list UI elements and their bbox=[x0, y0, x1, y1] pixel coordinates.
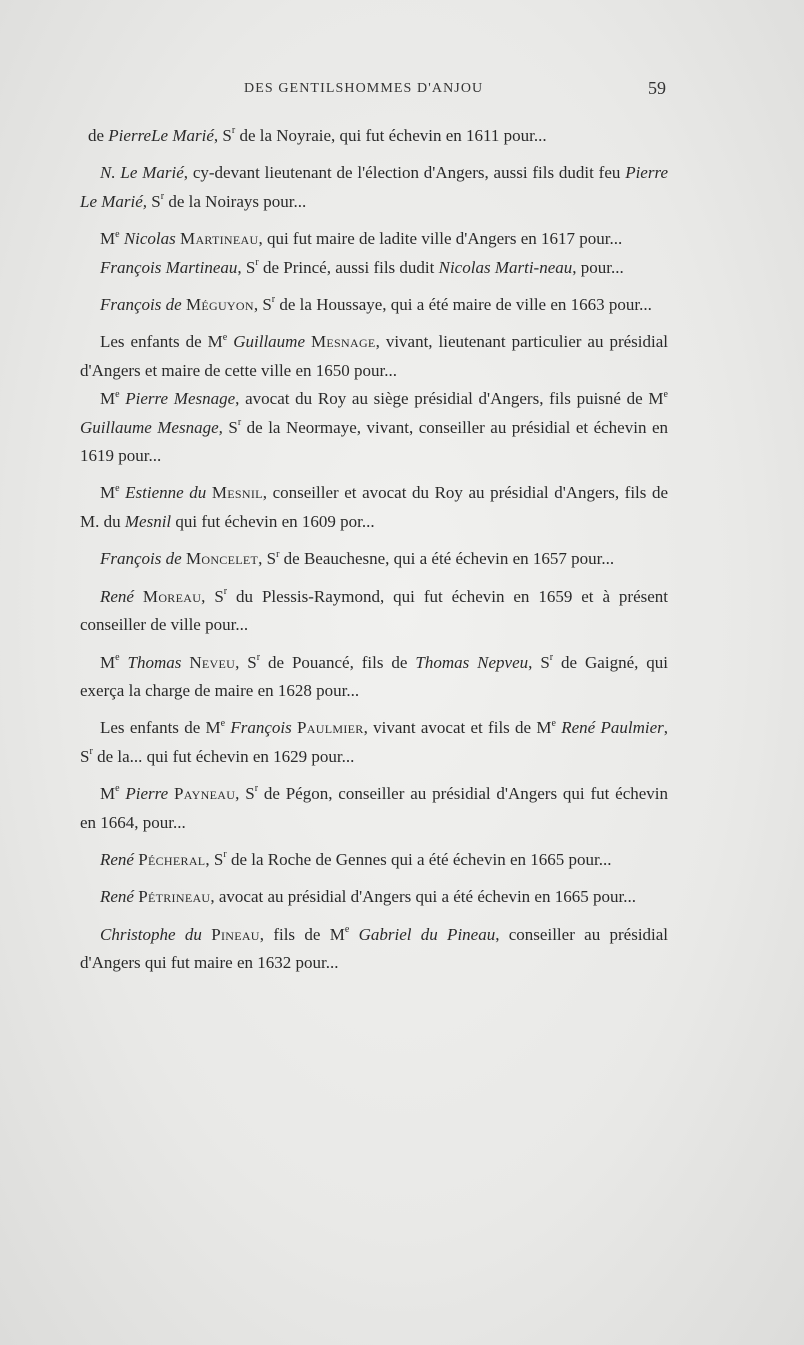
italic-name: Nicolas bbox=[123, 229, 176, 249]
italic-name: René bbox=[100, 849, 134, 869]
text-run: , cy-devant lieutenant de l'élection d'Angers, aussi fils dudit feu bbox=[183, 163, 626, 183]
text-run: M bbox=[100, 483, 116, 503]
text-run: , conseiller au présidial d'Angers qui fut maire en 1632 pour... bbox=[80, 924, 669, 973]
italic-name: René Paulmier bbox=[561, 718, 664, 738]
superscript: e bbox=[663, 388, 668, 400]
surname-smallcaps: Martineau bbox=[180, 229, 259, 249]
surname-smallcaps: Paulmier bbox=[297, 718, 364, 738]
text-run bbox=[349, 925, 358, 944]
superscript: e bbox=[220, 717, 226, 729]
text-entry bbox=[80, 159, 668, 216]
text-entry bbox=[80, 921, 668, 978]
italic-name: Guillaume bbox=[233, 332, 306, 352]
surname-smallcaps: Pétrineau bbox=[138, 887, 211, 907]
italic-name: François bbox=[230, 718, 292, 738]
italic-name: François de bbox=[100, 295, 182, 315]
superscript: r bbox=[256, 651, 261, 663]
text-run: , S bbox=[528, 652, 550, 672]
superscript: r bbox=[276, 548, 280, 560]
text-run: , qui fut maire de ladite ville d'Angers en 1617 pour... bbox=[258, 229, 623, 249]
running-title: DES GENTILSHOMMES D'ANJOU bbox=[244, 81, 484, 96]
superscript: e bbox=[551, 717, 556, 729]
superscript: r bbox=[271, 294, 276, 306]
superscript: r bbox=[255, 256, 259, 268]
superscript: r bbox=[89, 746, 93, 758]
text-run: , vivant avocat et fils de M bbox=[363, 718, 552, 738]
surname-smallcaps: Moreau bbox=[142, 586, 202, 606]
text-entry bbox=[80, 328, 668, 385]
text-run: de la Neormaye, vivant, conseiller au présidial et échevin en 1619 pour... bbox=[80, 417, 668, 466]
superscript: e bbox=[115, 388, 120, 400]
text-run: de la Roche de Gennes qui a été échevin en 1665 pour... bbox=[226, 849, 612, 869]
text-entry bbox=[80, 846, 668, 874]
text-run: Les enfants de M bbox=[100, 332, 223, 352]
text-run: de bbox=[88, 126, 109, 145]
text-entry bbox=[80, 225, 668, 253]
superscript: r bbox=[231, 125, 236, 137]
surname-smallcaps: Pécheral bbox=[138, 849, 206, 869]
text-run: M bbox=[100, 229, 116, 249]
text-run: , vivant, lieutenant particulier au présidial d'Angers et maire de cette ville en 1650 pour... bbox=[80, 332, 668, 380]
italic-name: Pierre bbox=[125, 784, 169, 804]
italic-name: Mesnil bbox=[124, 511, 172, 531]
italic-name: Thomas Nepveu bbox=[415, 652, 529, 672]
italic-name: Nicolas Marti-neau bbox=[438, 257, 573, 277]
text-entry bbox=[80, 883, 668, 911]
superscript: e bbox=[344, 924, 350, 936]
text-run: , S bbox=[253, 295, 272, 315]
superscript: e bbox=[115, 651, 120, 663]
text-run: , S bbox=[213, 126, 232, 145]
text-run: Les enfants de M bbox=[100, 718, 221, 738]
text-run: , avocat au présidial d'Angers qui a été échevin en 1665 pour... bbox=[210, 887, 636, 907]
text-run: de la Houssaye, qui a été maire de ville en 1663 pour... bbox=[275, 295, 652, 315]
surname-smallcaps: Moncelet bbox=[185, 549, 259, 569]
text-run: de Pégon, conseiller au présidial d'Angers qui fut échevin en 1664, pour... bbox=[80, 784, 669, 832]
text-run: de la Noyraie, qui fut échevin en 1611 pour... bbox=[235, 126, 547, 145]
superscript: r bbox=[237, 417, 242, 428]
text-run: S bbox=[222, 417, 238, 437]
text-entry bbox=[80, 780, 668, 837]
text-entry bbox=[80, 291, 668, 319]
text-entry bbox=[80, 714, 668, 771]
text-run: de Pouancé, fils de bbox=[260, 652, 416, 672]
text-run: M bbox=[100, 389, 116, 409]
text-run: M bbox=[100, 784, 116, 804]
text-run: , S bbox=[201, 586, 224, 606]
italic-name: Pierre Mesnage bbox=[125, 389, 236, 409]
italic-name: N. Le Marié bbox=[100, 163, 184, 183]
text-run: , S bbox=[205, 849, 224, 869]
text-entry bbox=[80, 649, 668, 706]
text-run: de Beauchesne, qui a été échevin en 1657 pour... bbox=[279, 549, 615, 569]
italic-name: René bbox=[100, 586, 134, 606]
text-entry bbox=[80, 479, 668, 536]
text-run: , fils de M bbox=[259, 924, 345, 944]
text-run: de Gaigné, qui exerça la charge de maire en 1628 pour... bbox=[80, 652, 669, 700]
text-run: M bbox=[100, 652, 116, 672]
text-run: de la... qui fut échevin en 1629 pour... bbox=[92, 746, 355, 766]
text-entry bbox=[80, 385, 668, 470]
italic-name: Estienne du bbox=[125, 483, 207, 503]
italic-name: François de bbox=[100, 549, 182, 569]
text-entry bbox=[80, 545, 668, 573]
text-run: S bbox=[147, 191, 161, 211]
italic-name: Christophe du bbox=[100, 924, 202, 944]
superscript: r bbox=[160, 191, 165, 203]
surname-smallcaps: Mesnil bbox=[211, 483, 263, 503]
text-block bbox=[80, 122, 668, 987]
surname-smallcaps: Pineau bbox=[211, 924, 260, 944]
running-head bbox=[0, 78, 804, 100]
italic-name: Pierre Le Marié, bbox=[80, 163, 668, 211]
italic-name: François Martineau bbox=[100, 257, 238, 277]
text-run: , conseiller et avocat du Roy au présidial d'Angers, fils de M. du bbox=[80, 483, 669, 531]
italic-name: Thomas bbox=[127, 652, 182, 672]
surname-smallcaps: Méguyon bbox=[185, 295, 254, 315]
text-entry bbox=[80, 583, 668, 640]
text-run: , S bbox=[235, 652, 257, 672]
text-run: qui fut échevin en 1609 por... bbox=[171, 511, 375, 531]
superscript: e bbox=[115, 482, 120, 494]
text-run: , S bbox=[235, 784, 255, 804]
text-run: , avocat du Roy au siège présidial d'Angers, fils puisné de M bbox=[235, 389, 664, 409]
italic-name: Guillaume Mesnage, bbox=[80, 417, 223, 437]
superscript: r bbox=[549, 651, 554, 663]
surname-smallcaps: Payneau bbox=[174, 784, 236, 804]
text-run bbox=[120, 653, 128, 672]
superscript: r bbox=[223, 849, 227, 861]
italic-name: Gabriel du Pineau bbox=[358, 924, 496, 944]
page-number: 59 bbox=[648, 78, 666, 98]
text-run: de la Noirays pour... bbox=[164, 191, 307, 211]
surname-smallcaps: Neveu bbox=[189, 652, 236, 672]
text-run: , S bbox=[258, 549, 277, 569]
text-run bbox=[202, 925, 211, 944]
text-run: , S bbox=[80, 718, 669, 766]
text-run: , S bbox=[237, 257, 256, 277]
surname-smallcaps: Mesnage bbox=[311, 332, 376, 352]
italic-name: René bbox=[100, 887, 134, 907]
italic-name: PierreLe Marié bbox=[108, 126, 214, 145]
superscript: e bbox=[222, 331, 228, 343]
superscript: r bbox=[223, 586, 228, 598]
text-entry bbox=[80, 122, 668, 150]
text-run bbox=[134, 587, 143, 606]
text-entry bbox=[80, 254, 668, 282]
superscript: r bbox=[254, 783, 259, 795]
superscript: e bbox=[115, 783, 120, 795]
text-run: , pour... bbox=[572, 257, 624, 277]
text-run: du Plessis-Raymond, qui fut échevin en 1659 et à présent conseiller de ville pour... bbox=[80, 586, 668, 635]
superscript: e bbox=[115, 228, 120, 240]
text-run: de Princé, aussi fils dudit bbox=[258, 257, 439, 277]
